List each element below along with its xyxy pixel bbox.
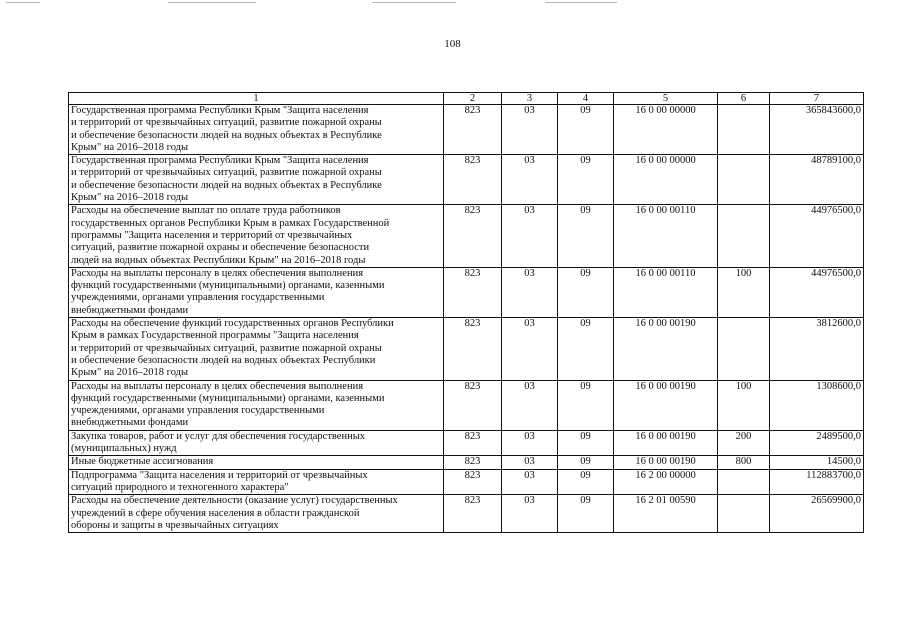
amount-value: 1308600,0	[770, 380, 864, 430]
row-description: Иные бюджетные ассигнования	[69, 456, 444, 469]
amount-value: 2489500,0	[770, 430, 864, 456]
row-description: Подпрограмма "Защита населения и территорий от чрезвычайных ситуаций природного и техногенного характера"	[69, 469, 444, 495]
ministry-code: 823	[444, 318, 502, 380]
table-row	[69, 495, 864, 533]
amount-value: 26569900,0	[770, 495, 864, 533]
subsection-code: 09	[558, 380, 614, 430]
row-description: Закупка товаров, работ и услуг для обеспечения государственных (муниципальных) нужд	[69, 430, 444, 456]
target-article-code: 16 2 00 00000	[614, 469, 718, 495]
column-number-row	[69, 93, 864, 105]
section-code: 03	[502, 380, 558, 430]
scan-artifact-line	[372, 2, 456, 3]
column-header: 6	[718, 93, 770, 105]
subsection-code: 09	[558, 155, 614, 205]
subsection-code: 09	[558, 318, 614, 380]
column-header: 7	[770, 93, 864, 105]
section-code: 03	[502, 495, 558, 533]
subsection-code: 09	[558, 267, 614, 317]
target-article-code: 16 0 00 00000	[614, 105, 718, 155]
table-row	[69, 469, 864, 495]
section-code: 03	[502, 205, 558, 267]
target-article-code: 16 0 00 00190	[614, 318, 718, 380]
column-header: 4	[558, 93, 614, 105]
column-header: 2	[444, 93, 502, 105]
section-code: 03	[502, 456, 558, 469]
column-header: 5	[614, 93, 718, 105]
row-description: Расходы на обеспечение функций государственных органов Республики Крым в рамках Государственной программы "Защита населения и территорий от чрезвычайных ситуаций, развитие пожарной охраны и обеспечение безопасности людей на водных объектах Республики Крым" на 2016–2018 годы	[69, 318, 444, 380]
section-code: 03	[502, 267, 558, 317]
expense-type-code	[718, 495, 770, 533]
row-description: Расходы на обеспечение деятельности (оказание услуг) государственных учреждений в сфере обучения населения в области гражданской обороны и защиты в чрезвычайных ситуациях	[69, 495, 444, 533]
scan-artifact-line	[545, 2, 617, 3]
target-article-code: 16 0 00 00190	[614, 456, 718, 469]
ministry-code: 823	[444, 380, 502, 430]
amount-value: 44976500,0	[770, 267, 864, 317]
column-header: 3	[502, 93, 558, 105]
target-article-code: 16 0 00 00110	[614, 205, 718, 267]
target-article-code: 16 2 01 00590	[614, 495, 718, 533]
expense-type-code	[718, 155, 770, 205]
expense-type-code: 800	[718, 456, 770, 469]
column-header: 1	[69, 93, 444, 105]
table-row	[69, 267, 864, 317]
amount-value: 14500,0	[770, 456, 864, 469]
expense-type-code	[718, 469, 770, 495]
ministry-code: 823	[444, 105, 502, 155]
ministry-code: 823	[444, 155, 502, 205]
amount-value: 44976500,0	[770, 205, 864, 267]
table-row	[69, 318, 864, 380]
table-row	[69, 205, 864, 267]
amount-value: 112883700,0	[770, 469, 864, 495]
scan-artifact-line	[6, 2, 40, 3]
row-description: Расходы на выплаты персоналу в целях обеспечения выполнения функций государственными (муниципальными) органами, казенными учреждениями, органами управления государственными внебюджетными фондами	[69, 380, 444, 430]
subsection-code: 09	[558, 456, 614, 469]
page-number: 108	[444, 38, 461, 50]
ministry-code: 823	[444, 456, 502, 469]
expense-type-code: 100	[718, 267, 770, 317]
amount-value: 48789100,0	[770, 155, 864, 205]
section-code: 03	[502, 469, 558, 495]
subsection-code: 09	[558, 495, 614, 533]
subsection-code: 09	[558, 469, 614, 495]
ministry-code: 823	[444, 495, 502, 533]
target-article-code: 16 0 00 00110	[614, 267, 718, 317]
row-description: Государственная программа Республики Крым "Защита населения и территорий от чрезвычайных ситуаций, развитие пожарной охраны и обеспечение безопасности людей на водных объектах в Республике Крым" на 2016–2018 годы	[69, 155, 444, 205]
amount-value: 365843600,0	[770, 105, 864, 155]
expense-type-code	[718, 105, 770, 155]
expense-type-code: 200	[718, 430, 770, 456]
scan-artifact-line	[168, 2, 256, 3]
subsection-code: 09	[558, 205, 614, 267]
row-description: Расходы на выплаты персоналу в целях обеспечения выполнения функций государственными (муниципальными) органами, казенными учреждениями, органами управления государственными внебюджетными фондами	[69, 267, 444, 317]
table-row	[69, 155, 864, 205]
table-row	[69, 105, 864, 155]
target-article-code: 16 0 00 00190	[614, 380, 718, 430]
budget-table	[68, 92, 864, 533]
ministry-code: 823	[444, 469, 502, 495]
section-code: 03	[502, 155, 558, 205]
target-article-code: 16 0 00 00190	[614, 430, 718, 456]
ministry-code: 823	[444, 430, 502, 456]
table-row	[69, 456, 864, 469]
table-row	[69, 430, 864, 456]
table-row	[69, 380, 864, 430]
subsection-code: 09	[558, 430, 614, 456]
section-code: 03	[502, 318, 558, 380]
amount-value: 3812600,0	[770, 318, 864, 380]
section-code: 03	[502, 430, 558, 456]
expense-type-code: 100	[718, 380, 770, 430]
expense-type-code	[718, 318, 770, 380]
ministry-code: 823	[444, 267, 502, 317]
row-description: Государственная программа Республики Крым "Защита населения и территорий от чрезвычайных ситуаций, развитие пожарной охраны и обеспечение безопасности людей на водных объектах в Республике Крым" на 2016–2018 годы	[69, 105, 444, 155]
ministry-code: 823	[444, 205, 502, 267]
subsection-code: 09	[558, 105, 614, 155]
expense-type-code	[718, 205, 770, 267]
row-description: Расходы на обеспечение выплат по оплате труда работников государственных органов Республики Крым в рамках Государственной программы "Защита населения и территорий от чрезвычайных ситуаций, развитие пожарной охраны и обеспечение безопасности людей на водных объектах Республики Крым" на 2016–2018 годы	[69, 205, 444, 267]
target-article-code: 16 0 00 00000	[614, 155, 718, 205]
section-code: 03	[502, 105, 558, 155]
